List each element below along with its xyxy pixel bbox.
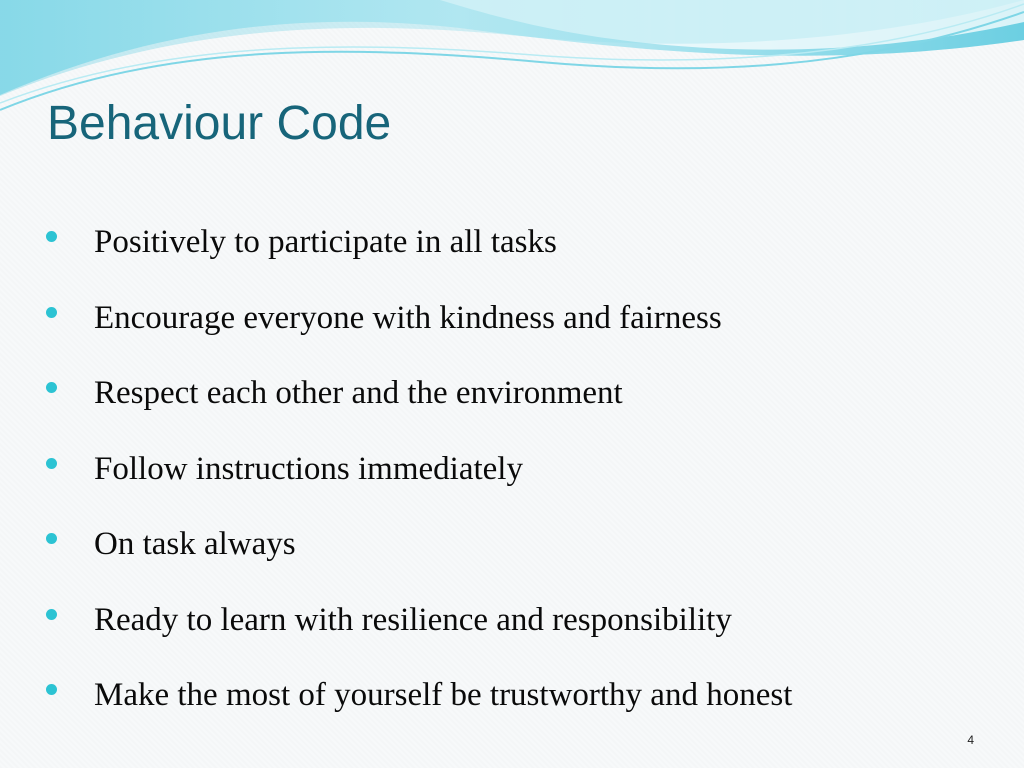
list-item <box>46 432 792 508</box>
page-number: 4 <box>967 733 974 747</box>
bullet-text: Make the most of yourself be trustworthy and honest <box>94 677 793 714</box>
bullet-text: Respect each other and the environment <box>94 375 623 412</box>
round-bullet-icon <box>46 307 57 318</box>
round-bullet-icon <box>46 533 57 544</box>
bullet-text: Follow instructions immediately <box>94 450 523 487</box>
round-bullet-icon <box>46 684 57 695</box>
bullet-text: Encourage everyone with kindness and fairness <box>94 299 722 336</box>
bullet-text: On task always <box>94 526 296 563</box>
list-item <box>46 205 792 281</box>
round-bullet-icon <box>46 231 57 242</box>
list-item <box>46 583 792 659</box>
round-bullet-icon <box>46 609 57 620</box>
bullet-list <box>46 205 792 734</box>
round-bullet-icon <box>46 382 57 393</box>
bullet-text: Ready to learn with resilience and responsibility <box>94 601 732 638</box>
list-item <box>46 281 792 357</box>
round-bullet-icon <box>46 458 57 469</box>
list-item <box>46 356 792 432</box>
slide-title: Behaviour Code <box>47 97 392 150</box>
bullet-text: Positively to participate in all tasks <box>94 224 557 261</box>
list-item <box>46 658 792 734</box>
list-item <box>46 507 792 583</box>
